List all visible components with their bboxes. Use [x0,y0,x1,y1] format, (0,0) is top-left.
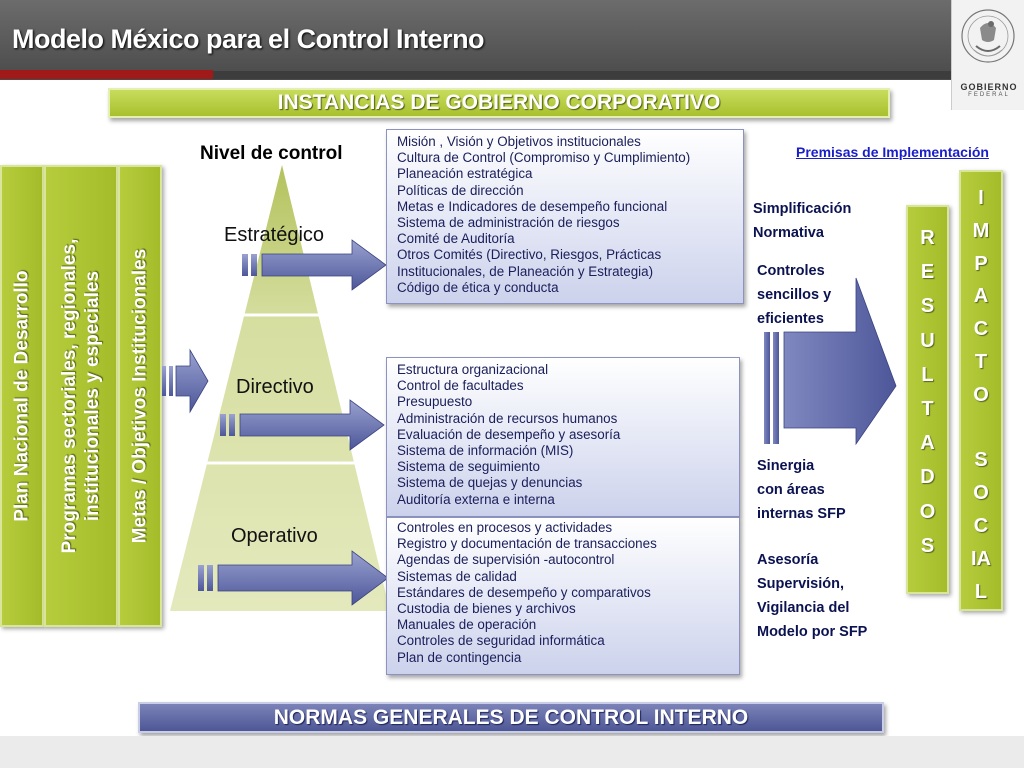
divider-bar [213,71,951,79]
list-item: Sistema de quejas y denuncias [397,475,583,491]
list-item: Manuales de operación [397,617,537,633]
level-directivo: Directivo [236,376,314,398]
list-item: Comité de Auditoría [397,231,515,247]
directivo-arrow [218,398,386,452]
list-item: Cultura de Control (Compromiso y Cumplimiento) [397,150,691,166]
list-item: Institucionales, de Planeación y Estrategia) [397,263,654,279]
list-item: Estructura organizacional [397,362,549,377]
gobierno-corporativo-banner: INSTANCIAS DE GOBIERNO CORPORATIVO [108,88,890,118]
list-item: Código de ética y conducta [397,279,559,295]
level-operativo: Operativo [231,525,318,547]
list-item: Control de facultades [397,378,524,394]
title-bar [0,0,1024,80]
logo-wordmark: GOBIERNO FEDERAL [960,82,1018,98]
programas-label: Programas sectoriales, regionales, institucionales y especiales [59,238,103,554]
metas-objetivos-bar [118,165,162,627]
list-item: Misión , Visión y Objetivos institucionales [397,134,641,149]
gobierno-federal-logo [951,0,1024,110]
list-item: Controles de seguridad informática [397,633,605,649]
estrategico-controls-box [386,129,744,304]
estrategico-arrow [240,238,388,292]
nivel-control-heading: Nivel de control [200,143,343,164]
list-item: Presupuesto [397,394,473,410]
operativo-controls-box [386,517,740,675]
resultados-arrow [760,276,900,446]
list-item: Políticas de dirección [397,182,524,198]
directivo-controls-box [386,357,740,517]
plan-nacional-bar [0,165,44,627]
coat-of-arms-icon [960,6,1016,76]
list-item: Sistema de seguimiento [397,459,540,475]
list-item: Controles en procesos y actividades [397,520,613,535]
list-item: Registro y documentación de transacciones [397,536,657,552]
controles-text: Controles sencillos y eficientes [757,263,832,327]
list-item: Sistema de información (MIS) [397,443,574,459]
list-item: Custodia de bienes y archivos [397,601,576,617]
list-item: Sistema de administración de riesgos [397,215,620,231]
list-item: Agendas de supervisión -autocontrol [397,552,615,568]
programas-bar [44,165,118,627]
list-item: Plan de contingencia [397,649,522,665]
premisas-heading: Premisas de Implementación [796,144,989,160]
slide-title: Modelo México para el Control Interno [12,24,485,54]
operativo-arrow [196,549,390,607]
list-item: Planeación estratégica [397,166,533,182]
asesoria-text: Asesoría Supervisión, Vigilancia del Modelo por SFP [757,552,868,640]
list-item: Metas e Indicadores de desempeño funcional [397,198,668,214]
list-item: Evaluación de desempeño y asesoría [397,426,621,442]
list-item: Sistemas de calidad [397,568,517,584]
plan-nacional-label: Plan Nacional de Desarrollo [11,270,33,522]
sinergia-text: Sinergia con áreas internas SFP [757,458,846,522]
footer-strip [0,736,1024,768]
metas-objetivos-label: Metas / Objetivos Institucionales [129,248,151,544]
normas-generales-banner: NORMAS GENERALES DE CONTROL INTERNO [138,702,884,733]
list-item: Auditoría externa e interna [397,491,555,507]
impacto-social-column: I M P A C T O S O C IA L [959,170,1003,611]
level-estrategico: Estratégico [224,224,325,246]
accent-bar [0,70,213,79]
list-item: Otros Comités (Directivo, Riesgos, Prácticas [397,247,662,263]
list-item: Administración de recursos humanos [397,410,618,426]
simplificacion-text: Simplificación Normativa [753,201,852,241]
resultados-column: R E S U L T A D O S [906,205,949,594]
list-item: Estándares de desempeño y comparativos [397,584,651,600]
